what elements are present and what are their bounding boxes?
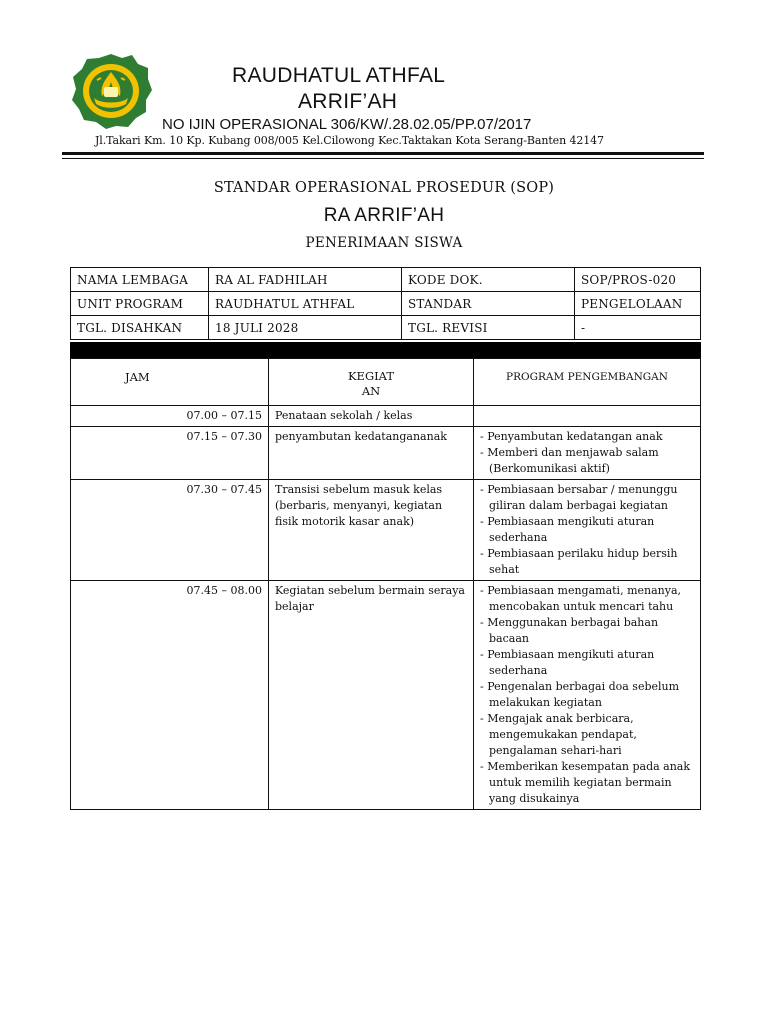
row-activity: Penataan sekolah / kelas xyxy=(269,406,474,427)
row-activity: Transisi sebelum masuk kelas (berbaris, menyanyi, kegiatan fisik motorik kasar anak) xyxy=(269,480,474,581)
meta-value: - xyxy=(575,316,701,340)
meta-value: RA AL FADHILAH xyxy=(209,268,402,292)
school-name-2: ARRIF’AH xyxy=(298,90,398,113)
program-item: - Pengenalan berbagai doa sebelum melakukan kegiatan xyxy=(480,680,680,709)
program-item: - Memberi dan menjawab salam (Berkomunikasi aktif) xyxy=(480,446,659,475)
schedule-table xyxy=(70,358,701,810)
table-row xyxy=(71,268,701,292)
sop-org: RA ARRIF’AH xyxy=(323,205,445,226)
program-item: - Menggunakan berbagai bahan bacaan xyxy=(480,616,659,645)
meta-table xyxy=(70,267,701,340)
meta-label: NAMA LEMBAGA xyxy=(71,268,209,292)
row-time: 07.00 – 07.15 xyxy=(71,406,269,427)
header-kegiatan xyxy=(269,359,474,406)
meta-label: STANDAR xyxy=(402,292,575,316)
row-time: 07.30 – 07.45 xyxy=(71,480,269,581)
school-name: RAUDHATUL ATHFAL xyxy=(232,64,446,87)
header-kegiatan-line2: AN xyxy=(361,384,381,398)
header-kegiatan-line1: KEGIAT xyxy=(347,369,395,383)
program-item: - Memberikan kesempatan pada anak untuk memilih kegiatan bermain yang disukainya xyxy=(480,760,691,805)
table-row xyxy=(71,406,701,427)
school-address: Jl.Takari Km. 10 Kp. Kubang 008/005 Kel.Cilowong Kec.Taktakan Kota Serang-Banten 42147 xyxy=(95,134,604,147)
program-item: - Penyambutan kedatangan anak xyxy=(480,430,663,443)
sop-subject: PENERIMAAN SISWA xyxy=(305,235,463,251)
meta-value: 18 JULI 2028 xyxy=(209,316,402,340)
meta-label: KODE DOK. xyxy=(402,268,575,292)
meta-value: PENGELOLAAN xyxy=(575,292,701,316)
meta-label: TGL. DISAHKAN xyxy=(71,316,209,340)
sop-title: STANDAR OPERASIONAL PROSEDUR (SOP) xyxy=(213,180,555,196)
program-item: - Pembiasaan mengikuti aturan sederhana xyxy=(480,648,655,677)
meta-value: RAUDHATUL ATHFAL xyxy=(209,292,402,316)
row-program xyxy=(474,581,701,810)
header-jam: JAM xyxy=(71,359,269,406)
section-divider xyxy=(70,342,701,358)
meta-label: TGL. REVISI xyxy=(402,316,575,340)
program-item: - Pembiasaan perilaku hidup bersih sehat xyxy=(480,547,678,576)
school-logo xyxy=(70,52,152,130)
header-rule-thick xyxy=(62,152,704,155)
row-program xyxy=(474,480,701,581)
row-activity: penyambutan kedatangananak xyxy=(269,427,474,480)
program-item: - Pembiasaan bersabar / menunggu giliran dalam berbagai kegiatan xyxy=(480,483,678,512)
table-row xyxy=(71,292,701,316)
row-time: 07.15 – 07.30 xyxy=(71,427,269,480)
row-program xyxy=(474,427,701,480)
meta-label: UNIT PROGRAM xyxy=(71,292,209,316)
table-row xyxy=(71,427,701,480)
program-item: - Pembiasaan mengamati, menanya, mencobakan untuk mencari tahu xyxy=(480,584,682,613)
table-header-row xyxy=(71,359,701,406)
header-program: PROGRAM PENGEMBANGAN xyxy=(474,359,701,406)
permit-number: NO IJIN OPERASIONAL 306/KW/.28.02.05/PP.07/2017 xyxy=(162,116,532,133)
program-item: - Mengajak anak berbicara, mengemukakan pendapat, pengalaman sehari-hari xyxy=(480,712,637,757)
table-row xyxy=(71,316,701,340)
table-row xyxy=(71,480,701,581)
row-activity: Kegiatan sebelum bermain seraya belajar xyxy=(269,581,474,810)
table-row xyxy=(71,581,701,810)
row-time: 07.45 – 08.00 xyxy=(71,581,269,810)
program-item: - Pembiasaan mengikuti aturan sederhana xyxy=(480,515,655,544)
header-rule-thin xyxy=(62,158,704,159)
meta-value: SOP/PROS-020 xyxy=(575,268,701,292)
row-program xyxy=(474,406,701,427)
